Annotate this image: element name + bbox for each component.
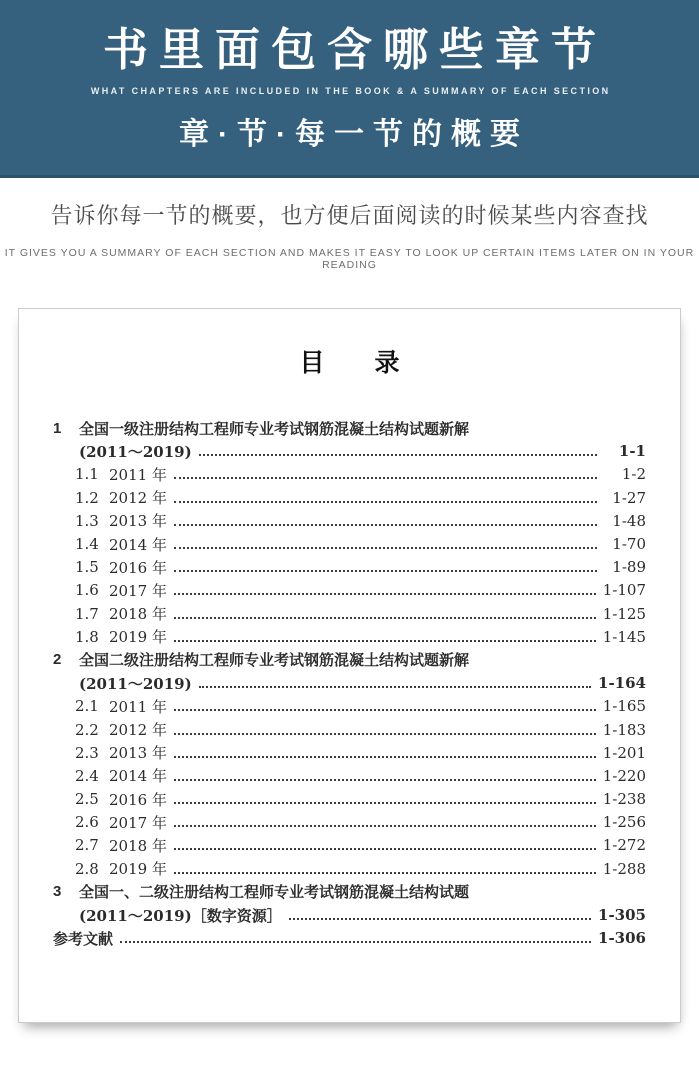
toc-dot-leader (199, 686, 591, 688)
toc-dot-leader (174, 779, 596, 781)
toc-row (53, 463, 646, 486)
toc-row-label: 全国一级注册结构工程师专业考试钢筋混凝土结构试题新解 (79, 420, 470, 438)
toc-row-number: 1.8 (75, 627, 99, 646)
banner (0, 0, 699, 178)
toc-row-label: (2011～2019) (79, 442, 192, 461)
toc-row-number: 1.3 (75, 511, 99, 530)
toc-row-label: 2011 年 (109, 697, 167, 716)
toc-row-page: 1-125 (602, 604, 646, 623)
toc-row-number: 2.4 (75, 766, 99, 785)
toc-row (53, 927, 646, 950)
toc-dot-leader (174, 547, 597, 549)
toc-row-label: (2011～2019) (79, 674, 192, 693)
toc-dot-leader (174, 524, 597, 526)
toc-row-page: 1-164 (598, 674, 646, 693)
toc-dot-leader (174, 501, 597, 503)
toc-row-label: 参考文献 (53, 930, 114, 948)
toc-dot-leader (174, 617, 596, 619)
toc-row-number: 1.4 (75, 535, 99, 554)
toc-row (53, 602, 646, 625)
toc-row-label: 2013 年 (109, 512, 167, 531)
toc-row-number: 2.5 (75, 790, 99, 809)
toc-row-page: 1-70 (612, 535, 646, 554)
intro-text-english: IT GIVES YOU A SUMMARY OF EACH SECTION AND MAKES IT EASY TO LOOK UP CERTAIN ITEMS LATER ON IN YOUR READING (4, 247, 695, 271)
toc-row-label: 2011 年 (109, 465, 167, 484)
banner-subtitle-chinese: 章·节·每一节的概要 (179, 118, 529, 152)
toc-row-number: 2.8 (75, 859, 99, 878)
toc-row-label: 2019 年 (109, 860, 167, 879)
toc-row (53, 532, 646, 555)
toc-row-page: 1-288 (602, 859, 646, 878)
toc-row-label: 2016 年 (109, 790, 167, 809)
toc-row-number: 2.6 (75, 813, 99, 832)
toc-row-label: (2011～2019)［数字资源］ (79, 906, 282, 925)
toc-row (53, 764, 646, 787)
toc-row-label: 2017 年 (109, 581, 167, 600)
toc-row-label: 2017 年 (109, 813, 167, 832)
toc-dot-leader (174, 593, 596, 595)
toc-row-number: 2.3 (75, 743, 99, 762)
toc-row-page: 1-183 (602, 720, 646, 739)
toc-dot-leader (289, 918, 591, 920)
toc-row (53, 417, 646, 440)
toc-title: 目 录 (299, 348, 400, 377)
toc-row-page: 1-107 (602, 581, 646, 600)
banner-title: 书里面包含哪些章节 (102, 23, 607, 76)
toc-row (53, 741, 646, 764)
toc-row-number: 1.6 (75, 581, 99, 600)
toc-row-page: 1-306 (598, 929, 646, 948)
toc-row (53, 440, 646, 463)
toc-row-label: 2016 年 (109, 558, 167, 577)
toc-row (53, 811, 646, 834)
toc-dot-leader (174, 848, 596, 850)
toc-row-page: 1-48 (612, 511, 646, 530)
banner-subtitle-english: WHAT CHAPTERS ARE INCLUDED IN THE BOOK & A SUMMARY OF EACH SECTION (90, 86, 611, 97)
toc-row-page: 1-165 (602, 697, 646, 716)
toc-dot-leader (199, 454, 597, 456)
toc-row (53, 788, 646, 811)
toc-row (53, 556, 646, 579)
toc-dot-leader (174, 825, 596, 827)
toc-row (53, 486, 646, 509)
toc-row-page: 1-220 (602, 766, 646, 785)
toc-row-label: 2019 年 (109, 628, 167, 647)
toc-row-label: 全国二级注册结构工程师专业考试钢筋混凝土结构试题新解 (79, 652, 470, 670)
toc-row-label: 2018 年 (109, 605, 167, 624)
toc-dot-leader (174, 733, 596, 735)
toc-row-page: 1-238 (602, 790, 646, 809)
toc-row (53, 903, 646, 926)
toc-row (53, 834, 646, 857)
toc-row-page: 1-201 (602, 743, 646, 762)
toc-dot-leader (174, 872, 596, 874)
toc-row-number: 1.1 (75, 465, 99, 484)
intro-section (0, 178, 699, 271)
toc-row-label: 2012 年 (109, 489, 167, 508)
toc-dot-leader (174, 477, 597, 479)
toc-row-label: 2012 年 (109, 721, 167, 740)
toc-dot-leader (174, 709, 596, 711)
toc-row-label: 2014 年 (109, 535, 167, 554)
toc-row (53, 718, 646, 741)
toc-row-label: 全国一、二级注册结构工程师专业考试钢筋混凝土结构试题 (79, 884, 470, 902)
toc-page-sheet (18, 308, 681, 1023)
toc-row-page: 1-145 (602, 627, 646, 646)
toc-row-page: 1-256 (602, 813, 646, 832)
toc-row-number: 2 (53, 651, 62, 669)
toc-row (53, 857, 646, 880)
toc-dot-leader (120, 941, 591, 943)
toc-row-number: 2.1 (75, 697, 99, 716)
toc-row-page: 1-272 (602, 836, 646, 855)
toc-row-number: 3 (53, 883, 62, 901)
toc-dot-leader (174, 802, 596, 804)
toc-row-page: 1-1 (618, 442, 646, 461)
toc-row-page: 1-89 (612, 558, 646, 577)
intro-text-chinese: 告诉你每一节的概要，也方便后面阅读的时候某些内容查找 (50, 203, 649, 228)
toc-row-label: 2014 年 (109, 767, 167, 786)
toc-dot-leader (174, 640, 596, 642)
toc-rows (53, 417, 646, 950)
toc-row-number: 2.7 (75, 836, 99, 855)
toc-row-number: 1.2 (75, 488, 99, 507)
toc-row (53, 648, 646, 671)
toc-row (53, 509, 646, 532)
toc-row-label: 2018 年 (109, 836, 167, 855)
toc-row-page: 1-2 (621, 465, 646, 484)
toc-row (53, 625, 646, 648)
toc-row (53, 579, 646, 602)
toc-row (53, 695, 646, 718)
toc-row-number: 1 (53, 419, 62, 437)
toc-row-number: 1.5 (75, 558, 99, 577)
toc-row-label: 2013 年 (109, 744, 167, 763)
toc-row (53, 880, 646, 903)
toc-row (53, 672, 646, 695)
toc-row-number: 1.7 (75, 604, 99, 623)
toc-dot-leader (174, 756, 596, 758)
toc-dot-leader (174, 570, 597, 572)
toc-row-page: 1-27 (612, 488, 646, 507)
toc-row-number: 2.2 (75, 720, 99, 739)
toc-row-page: 1-305 (598, 906, 646, 925)
